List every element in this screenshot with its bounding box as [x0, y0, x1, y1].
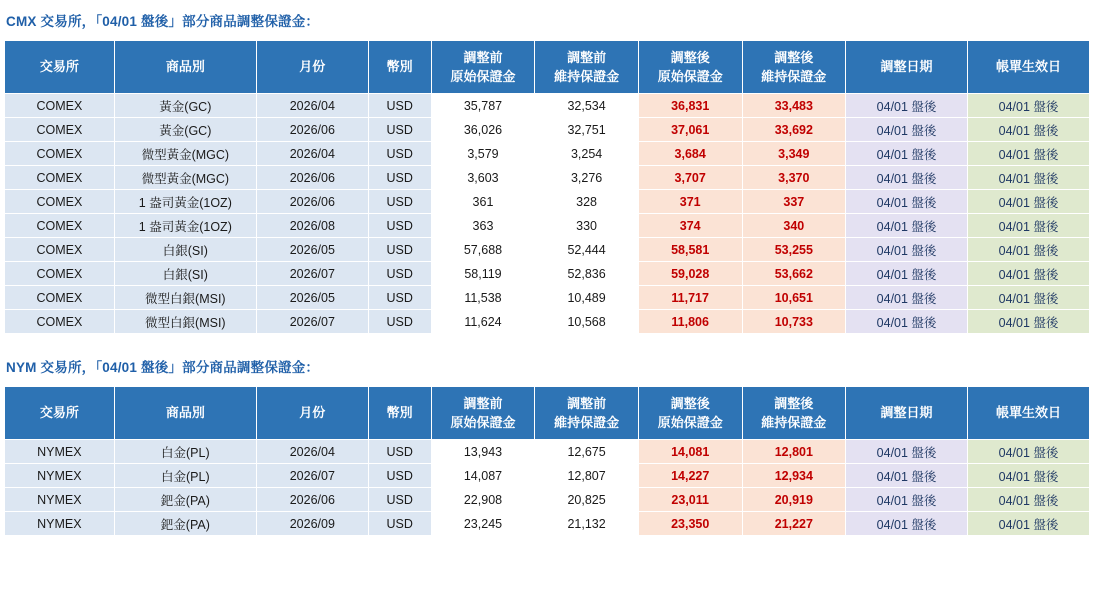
table-row: [5, 488, 1090, 512]
cell-after-initial: 14,227: [638, 464, 742, 488]
cell-exchange: COMEX: [5, 262, 115, 286]
section-title-nym: NYM 交易所，「04/01 盤後」部分商品調整保證金：: [6, 360, 320, 375]
cell-month: 2026/04: [256, 142, 368, 166]
cell-currency: USD: [368, 488, 431, 512]
cell-currency: USD: [368, 464, 431, 488]
table-row: [5, 440, 1090, 464]
cell-product: 白銀(SI): [114, 262, 256, 286]
cell-before-initial: 35,787: [431, 94, 535, 118]
cell-before-maintenance: 10,568: [535, 310, 639, 334]
header-after-initial: 調整後 原始保證金: [638, 41, 742, 94]
cell-before-maintenance: 3,254: [535, 142, 639, 166]
cell-before-initial: 36,026: [431, 118, 535, 142]
cell-after-maintenance: 53,255: [742, 238, 846, 262]
cell-month: 2026/06: [256, 190, 368, 214]
cell-adjust-date: 04/01 盤後: [846, 512, 968, 536]
cell-month: 2026/06: [256, 488, 368, 512]
cell-currency: USD: [368, 262, 431, 286]
header-before-maintenance: 調整前 維持保證金: [535, 41, 639, 94]
header-product: 商品別: [114, 387, 256, 440]
cell-before-maintenance: 21,132: [535, 512, 639, 536]
cell-month: 2026/08: [256, 214, 368, 238]
header-product: 商品別: [114, 41, 256, 94]
cell-month: 2026/07: [256, 310, 368, 334]
cell-after-maintenance: 21,227: [742, 512, 846, 536]
cell-before-initial: 361: [431, 190, 535, 214]
cell-exchange: COMEX: [5, 238, 115, 262]
cell-after-initial: 11,806: [638, 310, 742, 334]
cell-exchange: NYMEX: [5, 512, 115, 536]
cell-adjust-date: 04/01 盤後: [846, 464, 968, 488]
cell-exchange: COMEX: [5, 142, 115, 166]
cell-effective-date: 04/01 盤後: [968, 190, 1090, 214]
cell-month: 2026/04: [256, 94, 368, 118]
cell-before-initial: 3,603: [431, 166, 535, 190]
cell-after-initial: 3,684: [638, 142, 742, 166]
cell-adjust-date: 04/01 盤後: [846, 214, 968, 238]
cell-product: 1 盎司黃金(1OZ): [114, 190, 256, 214]
cell-effective-date: 04/01 盤後: [968, 166, 1090, 190]
cell-product: 黃金(GC): [114, 94, 256, 118]
table-row: [5, 118, 1090, 142]
header-effective-date: 帳單生效日: [968, 387, 1090, 440]
cell-exchange: NYMEX: [5, 464, 115, 488]
cell-exchange: COMEX: [5, 118, 115, 142]
cell-product: 白銀(SI): [114, 238, 256, 262]
cell-product: 微型黃金(MGC): [114, 142, 256, 166]
cell-effective-date: 04/01 盤後: [968, 464, 1090, 488]
cell-effective-date: 04/01 盤後: [968, 142, 1090, 166]
cell-before-initial: 57,688: [431, 238, 535, 262]
cell-currency: USD: [368, 238, 431, 262]
cell-adjust-date: 04/01 盤後: [846, 190, 968, 214]
cell-product: 微型白銀(MSI): [114, 286, 256, 310]
cell-before-initial: 22,908: [431, 488, 535, 512]
cell-currency: USD: [368, 440, 431, 464]
cell-month: 2026/05: [256, 238, 368, 262]
header-after-maintenance: 調整後 維持保證金: [742, 41, 846, 94]
section-title-cmx: CMX 交易所，「04/01 盤後」部分商品調整保證金：: [6, 14, 320, 29]
margin-table-cmx: [4, 40, 1090, 334]
cell-before-initial: 23,245: [431, 512, 535, 536]
cell-exchange: COMEX: [5, 166, 115, 190]
cell-adjust-date: 04/01 盤後: [846, 94, 968, 118]
header-currency: 幣別: [368, 387, 431, 440]
header-before-initial: 調整前 原始保證金: [431, 41, 535, 94]
cell-adjust-date: 04/01 盤後: [846, 286, 968, 310]
cell-effective-date: 04/01 盤後: [968, 238, 1090, 262]
cell-currency: USD: [368, 94, 431, 118]
cell-after-initial: 23,011: [638, 488, 742, 512]
table-header-row: [5, 387, 1090, 440]
cell-product: 微型白銀(MSI): [114, 310, 256, 334]
cell-exchange: COMEX: [5, 190, 115, 214]
cell-before-maintenance: 52,836: [535, 262, 639, 286]
header-exchange: 交易所: [5, 41, 115, 94]
cell-after-initial: 11,717: [638, 286, 742, 310]
cell-before-initial: 13,943: [431, 440, 535, 464]
cell-product: 微型黃金(MGC): [114, 166, 256, 190]
cell-adjust-date: 04/01 盤後: [846, 166, 968, 190]
cell-after-initial: 374: [638, 214, 742, 238]
cell-before-maintenance: 328: [535, 190, 639, 214]
header-exchange: 交易所: [5, 387, 115, 440]
cell-adjust-date: 04/01 盤後: [846, 118, 968, 142]
cell-after-maintenance: 337: [742, 190, 846, 214]
cell-currency: USD: [368, 512, 431, 536]
table-row: [5, 262, 1090, 286]
cell-before-maintenance: 12,807: [535, 464, 639, 488]
header-month: 月份: [256, 387, 368, 440]
table-row: [5, 190, 1090, 214]
cell-after-maintenance: 10,651: [742, 286, 846, 310]
cell-before-maintenance: 10,489: [535, 286, 639, 310]
cell-adjust-date: 04/01 盤後: [846, 310, 968, 334]
cell-exchange: COMEX: [5, 286, 115, 310]
table-row: [5, 94, 1090, 118]
cell-month: 2026/07: [256, 262, 368, 286]
cell-after-initial: 23,350: [638, 512, 742, 536]
cell-adjust-date: 04/01 盤後: [846, 142, 968, 166]
cell-month: 2026/06: [256, 118, 368, 142]
cell-before-maintenance: 330: [535, 214, 639, 238]
table-row: [5, 166, 1090, 190]
cell-effective-date: 04/01 盤後: [968, 488, 1090, 512]
cell-product: 1 盎司黃金(1OZ): [114, 214, 256, 238]
header-month: 月份: [256, 41, 368, 94]
cell-effective-date: 04/01 盤後: [968, 94, 1090, 118]
cell-month: 2026/04: [256, 440, 368, 464]
cell-after-maintenance: 20,919: [742, 488, 846, 512]
cell-after-initial: 14,081: [638, 440, 742, 464]
cell-effective-date: 04/01 盤後: [968, 214, 1090, 238]
cell-before-initial: 14,087: [431, 464, 535, 488]
table-header-row: [5, 41, 1090, 94]
cell-month: 2026/05: [256, 286, 368, 310]
cell-effective-date: 04/01 盤後: [968, 286, 1090, 310]
cell-after-maintenance: 12,934: [742, 464, 846, 488]
table-row: [5, 286, 1090, 310]
cell-before-initial: 363: [431, 214, 535, 238]
header-currency: 幣別: [368, 41, 431, 94]
cell-before-maintenance: 20,825: [535, 488, 639, 512]
cell-product: 鈀金(PA): [114, 488, 256, 512]
cell-after-maintenance: 3,349: [742, 142, 846, 166]
cell-adjust-date: 04/01 盤後: [846, 262, 968, 286]
cell-exchange: NYMEX: [5, 488, 115, 512]
cell-before-initial: 11,624: [431, 310, 535, 334]
table-row: [5, 512, 1090, 536]
cell-currency: USD: [368, 142, 431, 166]
cell-after-initial: 58,581: [638, 238, 742, 262]
cell-after-initial: 37,061: [638, 118, 742, 142]
cell-product: 白金(PL): [114, 440, 256, 464]
cell-before-initial: 3,579: [431, 142, 535, 166]
cell-currency: USD: [368, 310, 431, 334]
cell-after-maintenance: 12,801: [742, 440, 846, 464]
cell-product: 鈀金(PA): [114, 512, 256, 536]
cell-after-maintenance: 10,733: [742, 310, 846, 334]
cell-month: 2026/06: [256, 166, 368, 190]
cell-currency: USD: [368, 190, 431, 214]
cell-after-maintenance: 340: [742, 214, 846, 238]
cell-exchange: NYMEX: [5, 440, 115, 464]
table-row: [5, 214, 1090, 238]
cell-before-maintenance: 32,534: [535, 94, 639, 118]
cell-before-maintenance: 32,751: [535, 118, 639, 142]
cell-after-maintenance: 53,662: [742, 262, 846, 286]
cell-effective-date: 04/01 盤後: [968, 440, 1090, 464]
cell-month: 2026/07: [256, 464, 368, 488]
header-after-maintenance: 調整後 維持保證金: [742, 387, 846, 440]
cell-adjust-date: 04/01 盤後: [846, 238, 968, 262]
cell-after-initial: 59,028: [638, 262, 742, 286]
cell-after-maintenance: 33,483: [742, 94, 846, 118]
header-after-initial: 調整後 原始保證金: [638, 387, 742, 440]
margin-table-nym: [4, 386, 1090, 536]
cell-before-initial: 58,119: [431, 262, 535, 286]
header-adjust-date: 調整日期: [846, 387, 968, 440]
cell-before-maintenance: 12,675: [535, 440, 639, 464]
cell-effective-date: 04/01 盤後: [968, 512, 1090, 536]
table-row: [5, 464, 1090, 488]
cell-month: 2026/09: [256, 512, 368, 536]
cell-before-maintenance: 52,444: [535, 238, 639, 262]
cell-exchange: COMEX: [5, 310, 115, 334]
cell-adjust-date: 04/01 盤後: [846, 488, 968, 512]
cell-adjust-date: 04/01 盤後: [846, 440, 968, 464]
table-row: [5, 238, 1090, 262]
cell-effective-date: 04/01 盤後: [968, 310, 1090, 334]
header-before-maintenance: 調整前 維持保證金: [535, 387, 639, 440]
header-adjust-date: 調整日期: [846, 41, 968, 94]
cell-after-initial: 36,831: [638, 94, 742, 118]
cell-currency: USD: [368, 286, 431, 310]
cell-product: 白金(PL): [114, 464, 256, 488]
cell-currency: USD: [368, 118, 431, 142]
header-effective-date: 帳單生效日: [968, 41, 1090, 94]
cell-before-maintenance: 3,276: [535, 166, 639, 190]
cell-currency: USD: [368, 166, 431, 190]
header-before-initial: 調整前 原始保證金: [431, 387, 535, 440]
cell-product: 黃金(GC): [114, 118, 256, 142]
cell-after-initial: 371: [638, 190, 742, 214]
cell-exchange: COMEX: [5, 214, 115, 238]
cell-after-maintenance: 3,370: [742, 166, 846, 190]
table-row: [5, 310, 1090, 334]
cell-after-initial: 3,707: [638, 166, 742, 190]
table-row: [5, 142, 1090, 166]
cell-currency: USD: [368, 214, 431, 238]
cell-before-initial: 11,538: [431, 286, 535, 310]
cell-after-maintenance: 33,692: [742, 118, 846, 142]
cell-exchange: COMEX: [5, 94, 115, 118]
cell-effective-date: 04/01 盤後: [968, 262, 1090, 286]
cell-effective-date: 04/01 盤後: [968, 118, 1090, 142]
